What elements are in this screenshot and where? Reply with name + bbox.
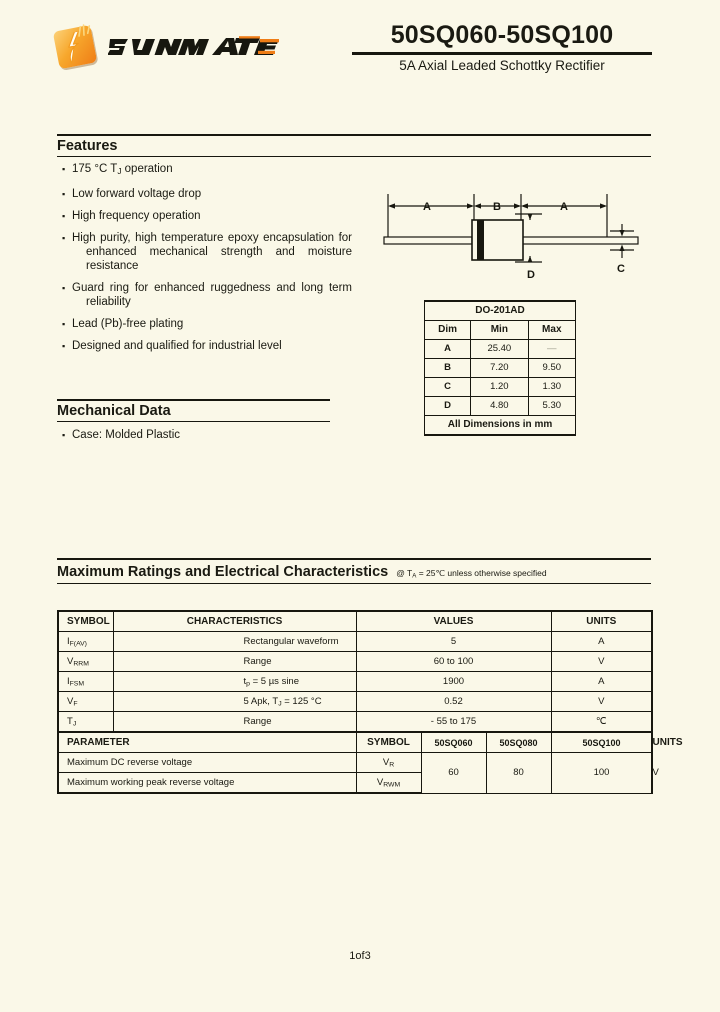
bullet-icon: ▪ — [62, 430, 66, 440]
symbol-subscript: J — [72, 720, 77, 728]
dim-label-c: C — [617, 263, 625, 275]
list-item — [62, 428, 342, 442]
list-item-label — [72, 162, 352, 179]
mechanical-data-list — [62, 428, 342, 448]
bullet-icon: ▪ — [62, 164, 66, 174]
cell-value-50sq080: 80 — [486, 753, 551, 794]
table-header-row — [425, 321, 576, 340]
table-header-row — [58, 611, 652, 632]
col-header-50sq080: 50SQ080 — [486, 732, 551, 753]
list-item-label — [72, 281, 352, 309]
feature-text-line2: enhanced mechanical strength and moisture resistance — [86, 246, 352, 273]
mechanical-data-heading — [57, 399, 330, 422]
cell-symbol — [58, 672, 113, 692]
cell-min: 1.20 — [471, 378, 528, 397]
table-row — [58, 692, 652, 712]
symbol-subscript: F — [73, 700, 78, 708]
cell-unit: ℃ — [551, 712, 652, 733]
cell-value-50sq100: 100 — [551, 753, 652, 794]
page-header — [0, 18, 720, 98]
table-row — [58, 672, 652, 692]
dim-label-a-left: A — [423, 201, 431, 213]
list-item — [62, 162, 352, 179]
cell-unit: A — [551, 632, 652, 652]
cell-unit: A — [551, 672, 652, 692]
symbol-base: V — [67, 655, 74, 667]
cell-max: — — [528, 340, 575, 359]
package-outline-drawing — [382, 182, 640, 288]
char-pre: t — [243, 675, 247, 687]
list-item — [62, 281, 352, 309]
list-item — [62, 231, 352, 273]
dim-label-d: D — [527, 269, 535, 281]
table-header-row: PARAMETER SYMBOL 50SQ060 50SQ080 50SQ100 UNITS — [58, 732, 652, 753]
title-block — [352, 20, 652, 74]
cathode-band — [477, 220, 484, 260]
cell-dim: A — [425, 340, 471, 359]
bullet-icon: ▪ — [62, 189, 66, 200]
table-row — [58, 652, 652, 672]
symbol-base: V — [67, 695, 74, 707]
ratings-heading-label: Maximum Ratings and Electrical Characteristics — [57, 564, 389, 580]
condition-prefix: @ T — [396, 568, 413, 578]
features-heading-label: Features — [57, 138, 118, 154]
ratings-table — [57, 610, 683, 794]
cell-value: 0.52 — [356, 692, 551, 712]
cell-parameter: Maximum working peak reverse voltage — [58, 773, 356, 794]
ratings-condition-note — [388, 568, 546, 580]
features-heading — [57, 134, 651, 157]
list-item-label: Lead (Pb)-free plating — [72, 318, 184, 331]
feature-text-line1: Guard ring for enhanced ruggedness and long term — [72, 282, 352, 295]
cell-value: 60 to 100 — [356, 652, 551, 672]
cell-max: 9.50 — [528, 359, 575, 378]
page-title: 50SQ060-50SQ100 — [390, 21, 614, 49]
feature-text-a: 175 °C T — [72, 163, 118, 175]
cell-max: 1.30 — [528, 378, 575, 397]
ratings-heading — [57, 558, 651, 584]
cell-characteristics — [113, 672, 356, 692]
cell-parameter: Maximum DC reverse voltage — [58, 753, 356, 773]
package-name-cell: DO-201AD — [425, 301, 576, 321]
table-row — [425, 378, 576, 397]
title-divider — [352, 52, 652, 55]
condition-suffix: = 25℃ unless otherwise specified — [416, 568, 547, 578]
cell-characteristics — [113, 692, 356, 712]
list-item-label: Case: Molded Plastic — [72, 429, 181, 441]
condition-subscript: A — [412, 572, 417, 580]
symbol-subscript: R — [389, 761, 395, 769]
cell-unit: V — [551, 652, 652, 672]
mech-heading-top-rule — [57, 399, 330, 401]
cell-dim: D — [425, 397, 471, 416]
list-item-label: Low forward voltage drop — [72, 188, 202, 201]
symbol-subscript: FSM — [69, 680, 85, 688]
bullet-icon: ▪ — [62, 341, 66, 352]
features-list — [62, 162, 352, 361]
cell-symbol — [58, 632, 113, 652]
col-header-min: Min — [471, 321, 528, 340]
symbol-subscript: RWM — [383, 781, 401, 789]
table-row — [425, 301, 576, 321]
bullet-icon: ▪ — [62, 283, 66, 294]
page-footer — [0, 950, 720, 962]
cell-dim: C — [425, 378, 471, 397]
cell-value: 5 — [356, 632, 551, 652]
cell-dim: B — [425, 359, 471, 378]
lead-right — [521, 237, 638, 244]
table-row — [58, 712, 652, 733]
list-item-label — [72, 231, 352, 273]
lightning-bolt-icon — [52, 24, 98, 70]
feature-text-line1: High purity, high temperature epoxy encapsulation for — [72, 232, 352, 245]
symbol-subscript: F(AV) — [69, 640, 87, 648]
table-row — [425, 416, 576, 436]
ratings-heading-top-rule — [57, 558, 651, 560]
symbol-base: V — [382, 756, 390, 768]
symbol-base: V — [376, 776, 384, 788]
table-row — [58, 632, 652, 652]
table-row: Maximum DC reverse voltage $V_R$ 60 80 100 V — [58, 753, 652, 773]
cell-characteristics: Rectangular waveform — [113, 632, 356, 652]
features-heading-bottom-rule — [57, 156, 651, 157]
list-item-label: Designed and qualified for industrial level — [72, 340, 282, 353]
symbol-subscript: RRM — [73, 660, 89, 668]
char-post: = 125 °C — [281, 695, 322, 707]
cell-characteristics: Range — [113, 652, 356, 672]
list-item-label: High frequency operation — [72, 210, 201, 223]
features-heading-top-rule — [57, 134, 651, 136]
symbol-base: I — [67, 675, 70, 687]
cell-symbol — [58, 712, 113, 733]
cell-min: 25.40 — [471, 340, 528, 359]
cell-symbol — [58, 692, 113, 712]
col-header-units: UNITS — [551, 611, 652, 632]
col-header-characteristics: CHARACTERISTICS — [113, 611, 356, 632]
table-row — [425, 397, 576, 416]
col-header-parameter: PARAMETER — [58, 732, 356, 753]
list-item — [62, 339, 352, 353]
dim-label-a-right: A — [560, 201, 568, 213]
char-subscript: p — [246, 680, 250, 688]
cell-value: 1900 — [356, 672, 551, 692]
col-header-values: VALUES — [356, 611, 551, 632]
bullet-icon: ▪ — [62, 233, 66, 244]
cell-characteristics: Range — [113, 712, 356, 733]
bullet-icon: ▪ — [62, 319, 66, 330]
dimension-table — [424, 300, 576, 436]
cell-param-symbol — [356, 753, 421, 773]
cell-min: 7.20 — [471, 359, 528, 378]
col-header-max: Max — [528, 321, 575, 340]
brand-logo — [52, 24, 280, 70]
page-number: 1of3 — [349, 950, 371, 962]
mech-heading-label: Mechanical Data — [57, 403, 171, 419]
col-header-param-symbol: SYMBOL — [356, 732, 421, 753]
cell-param-symbol — [356, 773, 421, 794]
feature-subscript: J — [117, 167, 122, 177]
cell-min: 4.80 — [471, 397, 528, 416]
list-item — [62, 317, 352, 331]
table-row — [425, 340, 576, 359]
mech-heading-bottom-rule — [57, 421, 330, 422]
col-header-50sq100: 50SQ100 — [551, 732, 652, 753]
symbol-base: I — [67, 635, 70, 647]
brand-wordmark — [108, 32, 280, 62]
bullet-icon: ▪ — [62, 211, 66, 222]
dim-label-b: B — [493, 201, 501, 213]
page-subtitle: 5A Axial Leaded Schottky Rectifier — [399, 58, 605, 73]
char-post: = 5 µs sine — [249, 675, 299, 687]
col-header-dim: Dim — [425, 321, 471, 340]
feature-text-b: operation — [121, 163, 173, 175]
cell-symbol — [58, 652, 113, 672]
dimension-units-note: All Dimensions in mm — [425, 416, 576, 436]
cell-value: - 55 to 175 — [356, 712, 551, 733]
cell-unit: V — [551, 692, 652, 712]
list-item — [62, 187, 352, 201]
symbol-base: T — [67, 715, 73, 727]
cell-max: 5.30 — [528, 397, 575, 416]
char-subscript: J — [278, 700, 282, 708]
list-item — [62, 209, 352, 223]
table-row — [425, 359, 576, 378]
lead-left — [384, 237, 472, 244]
col-header-symbol: SYMBOL — [58, 611, 113, 632]
col-header-50sq060: 50SQ060 — [421, 732, 486, 753]
char-pre: 5 Apk, T — [243, 695, 279, 707]
cell-value-50sq060: 60 — [421, 753, 486, 794]
feature-text-line2: reliability — [86, 296, 131, 309]
ratings-heading-bottom-rule — [57, 583, 651, 584]
